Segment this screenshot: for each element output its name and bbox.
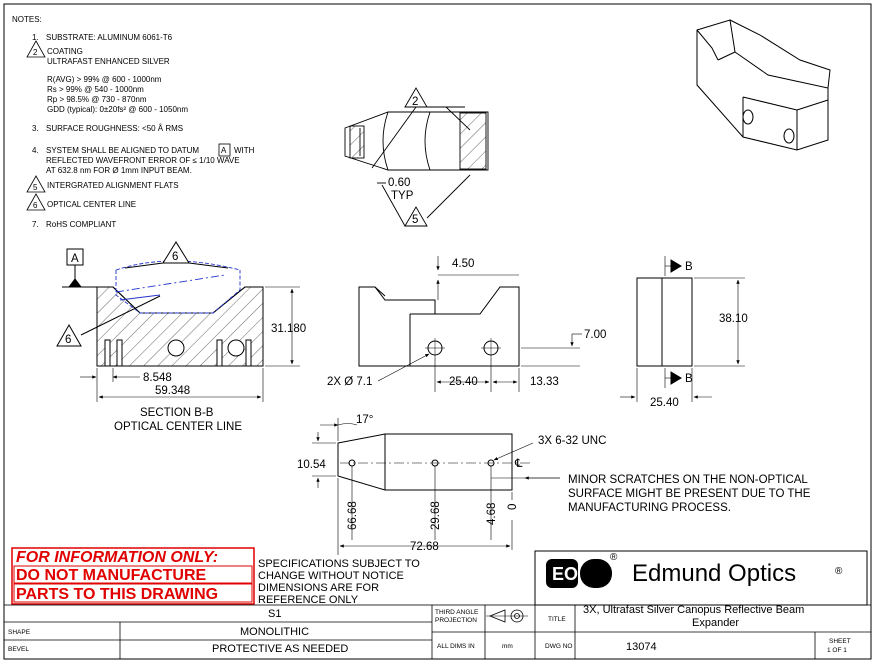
note-2-text: COATING xyxy=(47,47,83,56)
svg-text:SURFACE MIGHT BE PRESENT DUE T: SURFACE MIGHT BE PRESENT DUE TO THE xyxy=(568,488,811,500)
note-4-with: WITH xyxy=(234,146,255,155)
side-dim-height: 38.10 xyxy=(719,313,748,325)
note-4-wavelength: AT 632.8 nm FOR Ø 1mm INPUT BEAM. xyxy=(46,166,192,175)
brand-name: Edmund Optics xyxy=(632,560,797,587)
note-4-text: SYSTEM SHALL BE ALIGNED TO DATUM xyxy=(46,146,200,155)
svg-text:CHANGE WITHOUT NOTICE: CHANGE WITHOUT NOTICE xyxy=(258,570,404,582)
front-dim-spacing: 25.40 xyxy=(449,376,478,388)
notes-header: NOTES: xyxy=(12,15,42,24)
svg-text:5: 5 xyxy=(33,183,38,192)
bottom-dim-total: 72.68 xyxy=(410,541,439,553)
bottom-centerline: ℄ xyxy=(515,458,523,470)
isometric-view xyxy=(697,20,830,150)
tb-units: mm xyxy=(502,643,513,650)
front-view xyxy=(327,256,606,392)
svg-text:MINOR SCRATCHES ON THE NON-OPT: MINOR SCRATCHES ON THE NON-OPTICAL xyxy=(568,474,808,486)
note-3-text: SURFACE ROUGHNESS: <50 Å RMS xyxy=(46,124,184,133)
brand-registered: ® xyxy=(835,566,843,577)
detail-flag-2: 2 xyxy=(412,96,419,108)
tb-title-label: TITLE xyxy=(548,616,566,623)
tb-title-1: 3X, Ultrafast Silver Canopus Reflective Beam xyxy=(583,604,805,616)
note-2-rs: Rs > 99% @ 540 - 1000nm xyxy=(47,85,144,94)
tb-title-2: Expander xyxy=(692,617,740,629)
section-caption-2: OPTICAL CENTER LINE xyxy=(114,421,243,433)
note-3-num: 3. xyxy=(32,124,39,133)
scratch-note xyxy=(568,474,811,514)
section-datum: A xyxy=(71,253,79,265)
title-block-text xyxy=(8,604,851,655)
tb-bevel-value: PROTECTIVE AS NEEDED xyxy=(212,643,349,655)
tb-s1: S1 xyxy=(268,608,282,620)
note-7-text: RoHS COMPLIANT xyxy=(46,220,117,229)
note-6-flag xyxy=(27,194,45,210)
note-6-text: OPTICAL CENTER LINE xyxy=(47,200,137,209)
svg-text:MANUFACTURING PROCESS.: MANUFACTURING PROCESS. xyxy=(568,502,731,514)
logo-registered: ® xyxy=(610,552,618,563)
note-2-flag xyxy=(27,41,45,57)
detail-view xyxy=(345,88,488,226)
detail-dim-value: 0.60 xyxy=(388,177,411,189)
warning-block xyxy=(12,548,254,604)
note-2-rp: Rp > 98.5% @ 730 - 870nm xyxy=(47,95,147,104)
tb-projection-2: PROJECTION xyxy=(435,617,477,624)
front-dim-right: 7.00 xyxy=(584,329,607,341)
warning-line-2: DO NOT MANUFACTURE xyxy=(16,567,207,584)
warning-line-1: FOR INFORMATION ONLY: xyxy=(16,549,219,566)
logo-letters: EO xyxy=(552,564,579,584)
tb-bevel-label: BEVEL xyxy=(8,646,29,653)
beam-path xyxy=(116,261,240,313)
section-dim-height: 31.180 xyxy=(271,323,307,335)
tb-all-dims: ALL DIMS IN xyxy=(437,643,475,650)
detail-flag-5: 5 xyxy=(412,214,419,226)
svg-text:2: 2 xyxy=(33,48,38,57)
spec-note xyxy=(258,558,420,606)
note-5-flag xyxy=(27,176,45,192)
tb-dwg-no: 13074 xyxy=(626,641,657,653)
tb-projection-1: THIRD ANGLE xyxy=(435,609,479,616)
bottom-dim-a: 66.68 xyxy=(347,501,359,530)
tb-dwg-no-label: DWG NO xyxy=(545,643,573,650)
note-4-num: 4. xyxy=(32,146,39,155)
svg-text:SPECIFICATIONS SUBJECT TO: SPECIFICATIONS SUBJECT TO xyxy=(258,558,420,570)
section-view xyxy=(57,242,306,433)
note-2-ravg: R(AVG) > 99% @ 600 - 1000nm xyxy=(47,75,162,84)
side-section-b-top: B xyxy=(685,261,693,273)
warning-line-3: PARTS TO THIS DRAWING xyxy=(16,586,219,603)
section-caption-1: SECTION B-B xyxy=(140,407,214,419)
section-flag-6-top: 6 xyxy=(172,251,179,263)
note-2-coating: ULTRAFAST ENHANCED SILVER xyxy=(47,57,170,66)
svg-text:REFERENCE ONLY: REFERENCE ONLY xyxy=(258,594,359,606)
brand-block xyxy=(535,551,867,605)
side-view xyxy=(620,256,748,409)
bottom-dim-threads: 3X 6-32 UNC xyxy=(538,435,607,447)
note-5-text: INTERGRATED ALIGNMENT FLATS xyxy=(47,181,179,190)
note-1-text: SUBSTRATE: ALUMINUM 6061-T6 xyxy=(46,33,173,42)
note-1-num: 1. xyxy=(32,33,39,42)
note-4-wavefront: REFLECTED WAVEFRONT ERROR OF ≤ 1/10 WAVE xyxy=(46,156,240,165)
svg-text:6: 6 xyxy=(33,201,38,210)
bottom-dim-angle: 17° xyxy=(356,414,374,426)
front-dim-holes: 2X Ø 7.1 xyxy=(327,376,373,388)
bottom-dim-d: 0 xyxy=(507,503,519,510)
note-4-datum: A xyxy=(221,146,227,155)
bottom-dim-c: 4.68 xyxy=(486,502,498,525)
front-dim-top: 4.50 xyxy=(452,258,475,270)
side-dim-width: 25.40 xyxy=(650,397,679,409)
tb-sheet-label: SHEET xyxy=(829,638,851,645)
svg-text:DIMENSIONS ARE FOR: DIMENSIONS ARE FOR xyxy=(258,582,380,594)
bottom-view xyxy=(297,414,606,555)
bottom-dim-b: 29.68 xyxy=(430,501,442,530)
note-2-gdd: GDD (typical): 0±20fs² @ 600 - 1050nm xyxy=(47,105,189,114)
section-dim-offset: 8.548 xyxy=(143,372,172,384)
tb-shape-value: MONOLITHIC xyxy=(240,626,310,638)
detail-dim-typ: TYP xyxy=(391,190,414,202)
tb-sheet-value: 1 OF 1 xyxy=(827,647,847,654)
section-flag-6-left: 6 xyxy=(65,334,72,346)
bottom-dim-height: 10.54 xyxy=(297,459,326,471)
section-dim-width: 59.348 xyxy=(155,385,191,397)
tb-shape-label: SHAPE xyxy=(8,629,31,636)
side-section-b-bottom: B xyxy=(685,373,693,385)
notes-block xyxy=(12,15,255,229)
front-dim-edge: 13.33 xyxy=(530,376,559,388)
note-7-num: 7. xyxy=(32,220,39,229)
